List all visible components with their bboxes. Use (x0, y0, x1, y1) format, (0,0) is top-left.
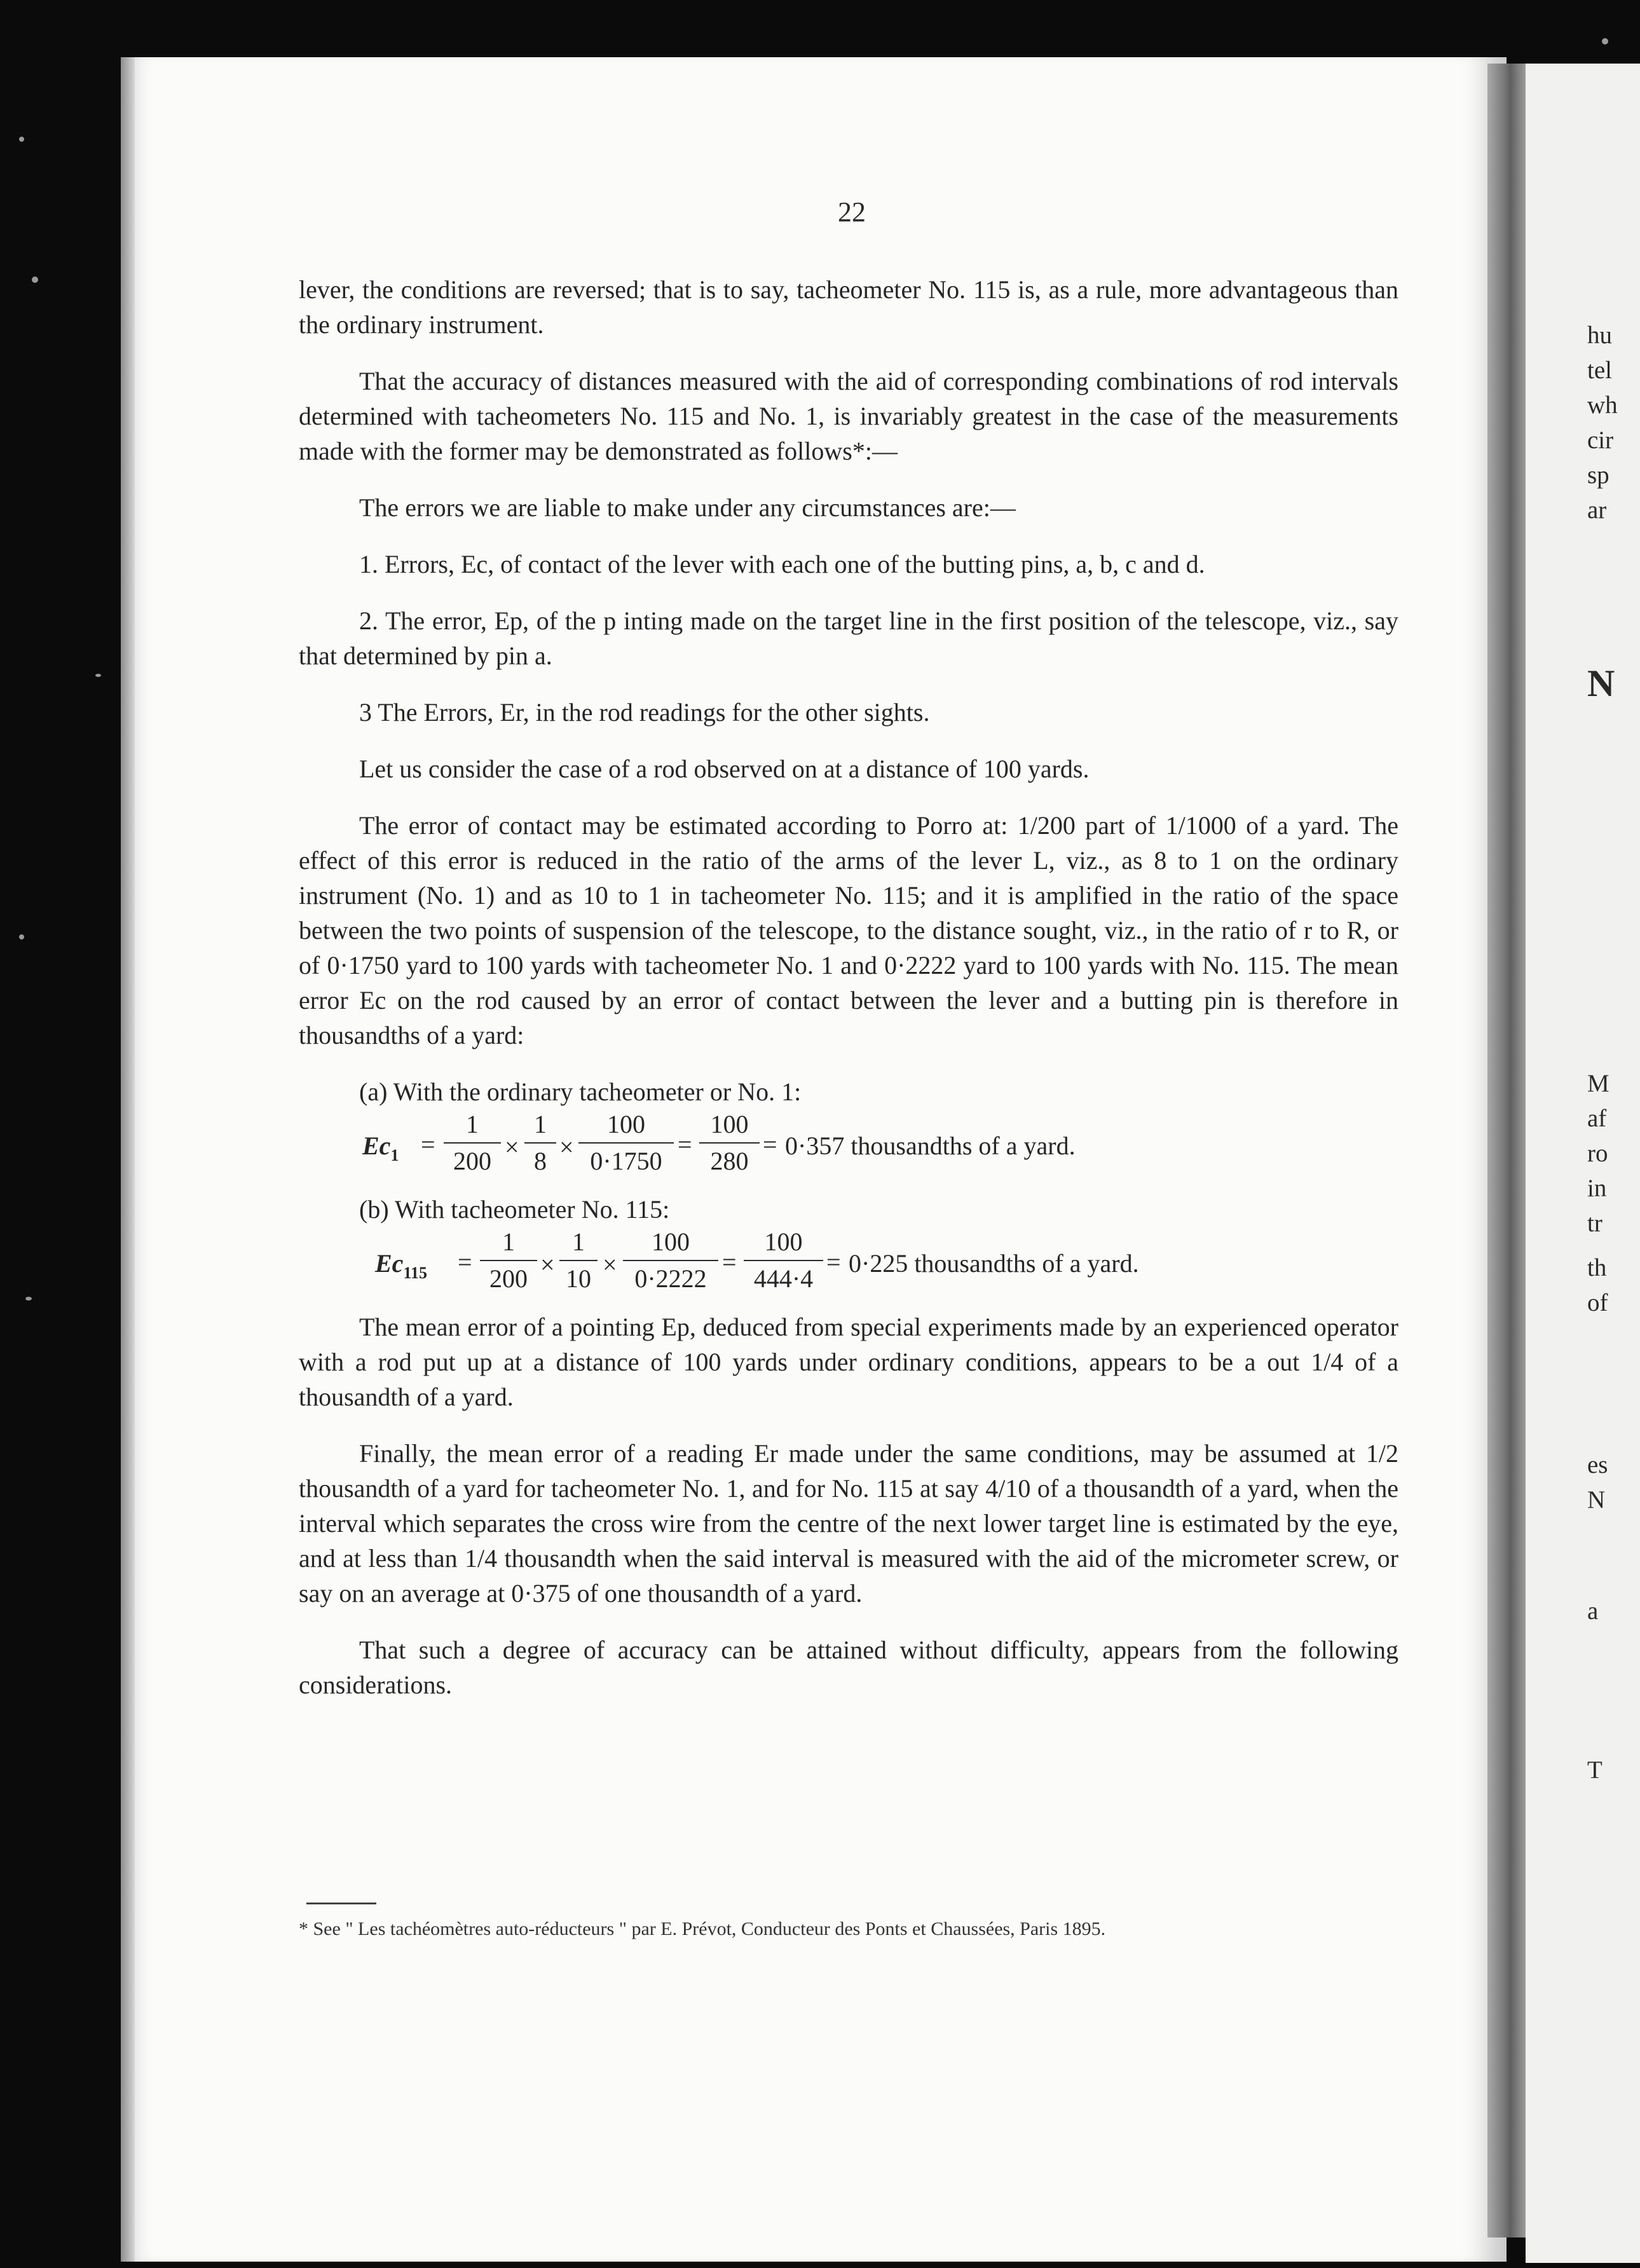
fraction: $\frac{100}{0\cdot 1750}$ (578, 1109, 674, 1177)
paragraph: Finally, the mean error of a reading Er made under the same conditions, may be assumed at 1/2 thousandth of a yard for tacheometer No. 1, and for No. 115 at say 4/10 of a thousandth of a yard, when the interval which separates the cross wire from the centre of the next lower target line is estimated by the eye, and at less than 1/4 thousandth when the said interval is measured with the aid of the micrometer screw, or say on an average at 0·375 of one thousandth of a yard. (299, 1439, 1398, 1608)
footnote: * See " Les tachéomètres auto-réducteurs " par E. Prévot, Conducteur des Ponts et Chaussées, Paris 1895. (299, 1918, 1106, 1939)
formula-caption: (b) With tacheometer No. 115: (359, 1195, 670, 1224)
formula-lhs: $Ec_1$ (362, 1131, 399, 1165)
facing-page-fragment: T (1587, 1756, 1602, 1784)
paragraph: The mean error of a pointing Ep, deduced from special experiments made by an experienced operator with a rod put up at a distance of 100 yards under ordinary conditions, appears to be a out 1/4 of a thousandth of a yard. (299, 1313, 1398, 1411)
fraction: $\frac{1}{10}$ (559, 1227, 598, 1294)
scan-speck (19, 137, 24, 142)
facing-page-fragment: ar (1587, 496, 1607, 524)
formula-lhs: $Ec_{115}$ (375, 1249, 428, 1282)
body-text (299, 272, 1398, 1702)
facing-page (1526, 64, 1640, 2263)
facing-page-fragment: tel (1587, 357, 1612, 384)
footnote-rule (306, 1903, 376, 1904)
facing-page-fragment: th (1587, 1254, 1607, 1281)
paragraph: That such a degree of accuracy can be attained without difficulty, appears from the following considerations. (299, 1636, 1398, 1699)
fraction: $\frac{1}{8}$ (524, 1109, 556, 1177)
facing-page-fragment: cir (1587, 427, 1614, 454)
facing-page-fragment: N (1587, 662, 1615, 704)
formula-caption: (a) With the ordinary tacheometer or No. 1: (359, 1077, 802, 1106)
list-item: 3 The Errors, Er, in the rod readings for the other sights. (359, 698, 930, 727)
facing-page-fragment: of (1587, 1289, 1608, 1316)
list-item: 1. Errors, Ec, of contact of the lever with each one of the butting pins, a, b, c and d. (359, 550, 1205, 578)
facing-page-fragment: hu (1587, 322, 1612, 349)
paragraph: lever, the conditions are reversed; that is to say, tacheometer No. 115 is, as a rule, more advantageous than the ordinary instrument. (299, 275, 1398, 339)
formula-result: 0·357 thousandths of a yard. (785, 1131, 1076, 1160)
formula-b: $Ec_{115}$ = $\frac{1}{200}$ × $\frac{1}{10}$ × $\frac{100}{0\cdot 2222}$ = $\frac{100}{444\cdot 4}$ = 0·225 thousandths of a yard. (375, 1227, 1139, 1293)
fraction: $\frac{1}{200}$ (480, 1227, 537, 1294)
scan-speck (25, 1297, 32, 1301)
formula-result: 0·225 thousandths of a yard. (849, 1249, 1139, 1278)
facing-page-fragment: af (1587, 1105, 1607, 1132)
facing-page-fragment: M (1587, 1070, 1609, 1097)
facing-page-fragment: es (1587, 1451, 1608, 1479)
fraction: $\frac{100}{444\cdot 4}$ (744, 1227, 823, 1294)
facing-page-fragment: ro (1587, 1140, 1608, 1167)
facing-page-fragment: in (1587, 1175, 1607, 1202)
facing-page-fragment: N (1587, 1486, 1606, 1513)
fraction: $\frac{1}{200}$ (444, 1109, 501, 1177)
fraction: $\frac{100}{280}$ (699, 1109, 760, 1177)
book-spine (1487, 64, 1526, 2237)
page-number: 22 (838, 196, 866, 228)
page-left-edge (121, 57, 135, 2262)
facing-page-fragment: sp (1587, 461, 1609, 489)
facing-page-fragment: a (1587, 1597, 1599, 1625)
scan-speck (1602, 38, 1608, 44)
scan-speck (32, 277, 38, 283)
formula-a: $Ec_1$ = $\frac{1}{200}$ × $\frac{1}{8}$ × $\frac{100}{0\cdot 1750}$ = $\frac{100}{280}$ = 0·357 thousandths of a yard. (362, 1110, 1076, 1175)
paragraph: The errors we are liable to make under any circumstances are:— (359, 493, 1016, 522)
list-item: 2. The error, Ep, of the p inting made on the target line in the first position of the telescope, viz., say that determined by pin a. (299, 606, 1398, 670)
scan-speck (19, 934, 24, 939)
paragraph: Let us consider the case of a rod observed on at a distance of 100 yards. (359, 755, 1090, 783)
fraction: $\frac{100}{0\cdot 2222}$ (623, 1227, 718, 1294)
scan-speck (95, 674, 101, 677)
facing-page-fragment: wh (1587, 392, 1618, 419)
paragraph: The error of contact may be estimated according to Porro at: 1/200 part of 1/1000 of a yard. The effect of this error is reduced in the ratio of the arms of the lever L, viz., as 8 to 1 on the ordinary instrument (No. 1) and as 10 to 1 in tacheometer No. 115; and it is amplified in the ratio of the space between the two points of suspension of the telescope, to the distance sought, viz., in the ratio of r to R, or of 0·1750 yard to 100 yards with tacheometer No. 1 and 0·2222 yard to 100 yards with No. 115. The mean error Ec on the rod caused by an error of contact between the lever and a butting pin is therefore in thousandths of a yard: (299, 811, 1398, 1049)
facing-page-fragment: tr (1587, 1210, 1602, 1237)
paragraph: That the accuracy of distances measured with the aid of corresponding combinations of rod intervals determined with tacheometers No. 115 and No. 1, is invariably greatest in the case of the measurements made with the former may be demonstrated as follows*:— (299, 367, 1398, 465)
